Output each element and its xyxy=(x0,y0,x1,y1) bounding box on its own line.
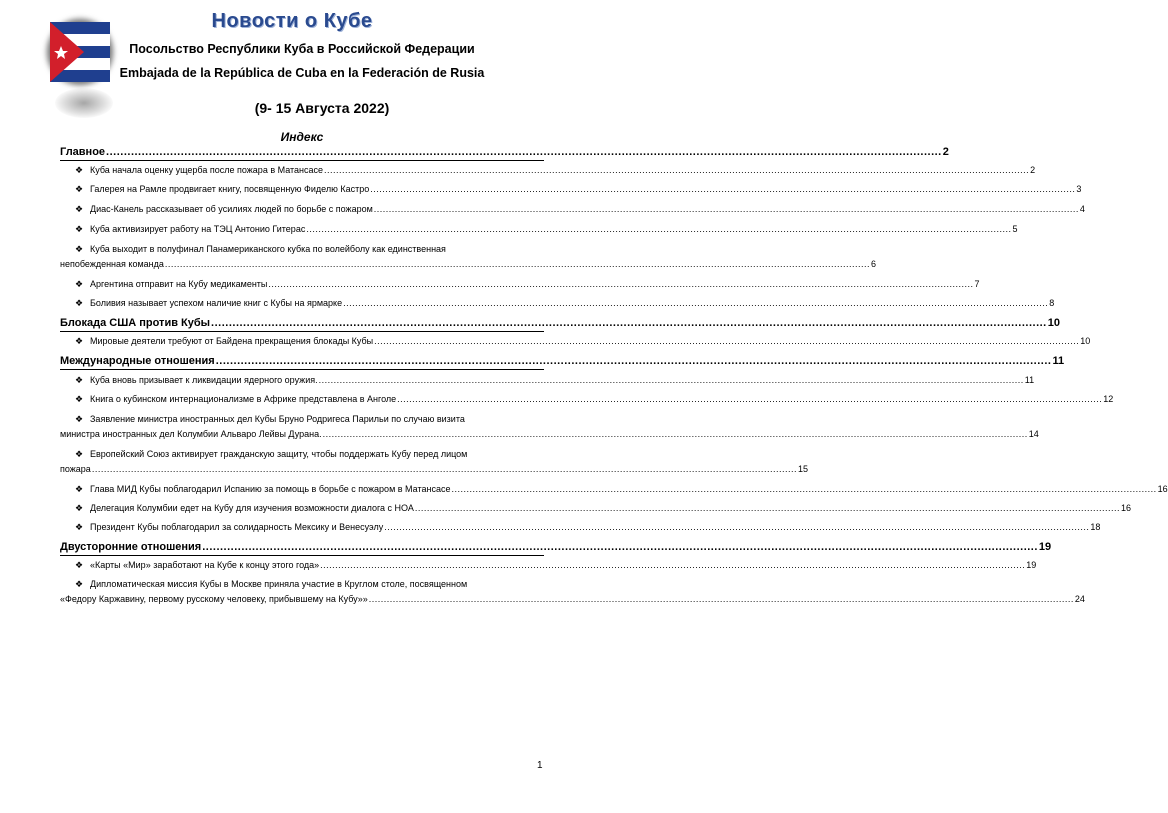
toc-entry-title: Куба выходит в полуфинал Панамериканского кубка по волейболу как единственная xyxy=(90,244,446,254)
toc-entry[interactable] xyxy=(60,279,980,289)
toc-entry-title: «Карты «Мир» заработают на Кубе к концу этого года» xyxy=(90,560,320,570)
toc-entry-title: Книга о кубинском интернационализме в Африке представлена в Анголе xyxy=(90,394,397,404)
diamond-bullet-icon: ❖ xyxy=(74,298,84,308)
toc-entry-title: Глава МИД Кубы поблагодарил Испанию за помощь в борьбе с пожаром в Матансасе xyxy=(90,484,451,494)
diamond-bullet-icon: ❖ xyxy=(74,184,84,194)
diamond-bullet-icon: ❖ xyxy=(74,204,84,214)
index-title: Индекс xyxy=(280,130,324,144)
dot-leader xyxy=(202,541,1038,553)
toc-page-number: 4 xyxy=(1079,204,1085,214)
toc-entry-title: Главное xyxy=(60,146,106,158)
toc-page-number: 2 xyxy=(942,146,949,158)
dot-leader xyxy=(369,594,1074,604)
toc-page-number: 14 xyxy=(1028,429,1039,439)
toc-entry-title: Двусторонние отношения xyxy=(60,541,202,553)
embassy-name-russian: Посольство Республики Куба в Российской Федерации xyxy=(129,42,475,56)
toc-entry-title: непобежденная команда xyxy=(60,259,164,269)
toc-entry-title: Мировые деятели требуют от Байдена прекращения блокады Кубы xyxy=(90,336,374,346)
embassy-name-spanish: Embajada de la República de Cuba en la Federación de Rusia xyxy=(119,66,485,80)
toc-page-number: 24 xyxy=(1074,594,1085,604)
diamond-bullet-icon: ❖ xyxy=(74,560,84,570)
section-divider xyxy=(60,555,544,556)
toc-entry-title: Боливия называет успехом наличие книг с Кубы на ярмарке xyxy=(90,298,343,308)
dot-leader xyxy=(165,259,870,269)
news-title: Новости о Кубе xyxy=(211,10,373,32)
dot-leader xyxy=(268,279,973,289)
toc-entry[interactable] xyxy=(60,560,1037,570)
toc-entry[interactable] xyxy=(60,165,1036,175)
toc-entry-title: Международные отношения xyxy=(60,355,215,367)
dot-leader xyxy=(323,429,1028,439)
toc-page-number: 16 xyxy=(1120,503,1131,513)
toc-entry[interactable] xyxy=(60,579,1085,604)
diamond-bullet-icon: ❖ xyxy=(74,394,84,404)
diamond-bullet-icon: ❖ xyxy=(74,503,84,513)
dot-leader xyxy=(384,522,1089,532)
dot-leader xyxy=(415,503,1120,513)
toc-page-number: 8 xyxy=(1049,298,1055,308)
diamond-bullet-icon: ❖ xyxy=(74,336,84,346)
toc-entry[interactable] xyxy=(60,503,1131,513)
diamond-bullet-icon: ❖ xyxy=(74,522,84,532)
dot-leader xyxy=(397,394,1102,404)
dot-leader xyxy=(343,298,1048,308)
toc-page-number: 11 xyxy=(1052,355,1065,367)
toc-section[interactable] xyxy=(60,146,949,158)
dot-leader xyxy=(216,355,1052,367)
toc-page-number: 10 xyxy=(1047,317,1060,329)
section-divider xyxy=(60,369,544,370)
toc-entry-title: Европейский Союз активирует гражданскую защиту, чтобы поддержать Кубу перед лицом xyxy=(90,449,468,459)
issue-date: (9- 15 Августа 2022) xyxy=(254,100,390,116)
toc-page-number: 16 xyxy=(1157,484,1168,494)
toc-page-number: 19 xyxy=(1038,541,1052,553)
dot-leader xyxy=(374,336,1079,346)
toc-section[interactable] xyxy=(60,355,1065,367)
toc-page-number: 6 xyxy=(871,259,877,269)
toc-entry-title: Куба начала оценку ущерба после пожара в Матансасе xyxy=(90,165,324,175)
toc-entry[interactable] xyxy=(60,375,1035,385)
dot-leader xyxy=(374,204,1079,214)
dot-leader xyxy=(451,484,1156,494)
toc-entry[interactable] xyxy=(60,298,1055,308)
toc-entry-title: Аргентина отправит на Кубу медикаменты xyxy=(90,279,268,289)
dot-leader xyxy=(211,317,1047,329)
toc-entry-title: «Федору Каржавину, первому русскому человеку, прибывшему на Кубу»» xyxy=(60,594,368,604)
toc-page-number: 11 xyxy=(1024,375,1035,385)
toc-entry[interactable] xyxy=(60,484,1168,494)
toc-entry-title: Диас-Канель рассказывает об усилиях людей по борьбе с пожаром xyxy=(90,204,373,214)
toc-entry-title: Делегация Колумбии едет на Кубу для изучения возможности диалога с НОА xyxy=(90,503,414,513)
diamond-bullet-icon: ❖ xyxy=(74,484,84,494)
toc-entry[interactable] xyxy=(60,394,1114,404)
dot-leader xyxy=(324,165,1029,175)
toc-entry[interactable] xyxy=(60,414,1039,439)
toc-entry[interactable] xyxy=(60,522,1101,532)
dot-leader xyxy=(106,146,942,158)
toc-entry[interactable] xyxy=(60,224,1018,234)
toc-entry-title: Заявление министра иностранных дел Кубы Бруно Родригеса Парильи по случаю визита xyxy=(90,414,465,424)
toc-entry-title: Куба активизирует работу на ТЭЦ Антонио Гитерас xyxy=(90,224,306,234)
toc-entry[interactable] xyxy=(60,449,808,474)
dot-leader xyxy=(320,560,1025,570)
toc-page-number: 10 xyxy=(1080,336,1091,346)
toc-entry[interactable] xyxy=(60,336,1091,346)
toc-page-number: 7 xyxy=(974,279,980,289)
toc-entry-title: Дипломатическая миссия Кубы в Москве приняла участие в Круглом столе, посвященном xyxy=(90,579,468,589)
diamond-bullet-icon: ❖ xyxy=(74,375,84,385)
page-number: 1 xyxy=(537,760,543,771)
toc-section[interactable] xyxy=(60,317,1060,329)
section-divider xyxy=(60,160,544,161)
toc-page-number: 12 xyxy=(1103,394,1114,404)
toc-entry[interactable] xyxy=(60,244,877,269)
diamond-bullet-icon: ❖ xyxy=(74,165,84,175)
toc-page-number: 3 xyxy=(1076,184,1082,194)
toc-entry[interactable] xyxy=(60,184,1082,194)
toc-entry[interactable] xyxy=(60,204,1085,214)
diamond-bullet-icon: ❖ xyxy=(74,224,84,234)
diamond-bullet-icon: ❖ xyxy=(74,449,84,459)
dot-leader xyxy=(319,375,1024,385)
diamond-bullet-icon: ❖ xyxy=(74,414,84,424)
toc-entry-title: министра иностранных дел Колумбии Альваро Лейвы Дурана. xyxy=(60,429,322,439)
toc-entry-title: Галерея на Рамле продвигает книгу, посвященную Фиделю Кастро xyxy=(90,184,370,194)
toc-entry-title: пожара xyxy=(60,464,91,474)
dot-leader xyxy=(92,464,797,474)
toc-page-number: 15 xyxy=(797,464,808,474)
toc-entry-title: Президент Кубы поблагодарил за солидарность Мексику и Венесуэлу xyxy=(90,522,384,532)
toc-page-number: 18 xyxy=(1090,522,1101,532)
diamond-bullet-icon: ❖ xyxy=(74,279,84,289)
diamond-bullet-icon: ❖ xyxy=(74,579,84,589)
section-divider xyxy=(60,331,544,332)
diamond-bullet-icon: ❖ xyxy=(74,244,84,254)
toc-entry-title: Куба вновь призывает к ликвидации ядерного оружия. xyxy=(90,375,318,385)
toc-section[interactable] xyxy=(60,541,1052,553)
toc-page-number: 19 xyxy=(1026,560,1037,570)
toc-page-number: 2 xyxy=(1030,165,1036,175)
dot-leader xyxy=(306,224,1011,234)
toc-entry-title: Блокада США против Кубы xyxy=(60,317,211,329)
toc-page-number: 5 xyxy=(1012,224,1018,234)
dot-leader xyxy=(370,184,1075,194)
